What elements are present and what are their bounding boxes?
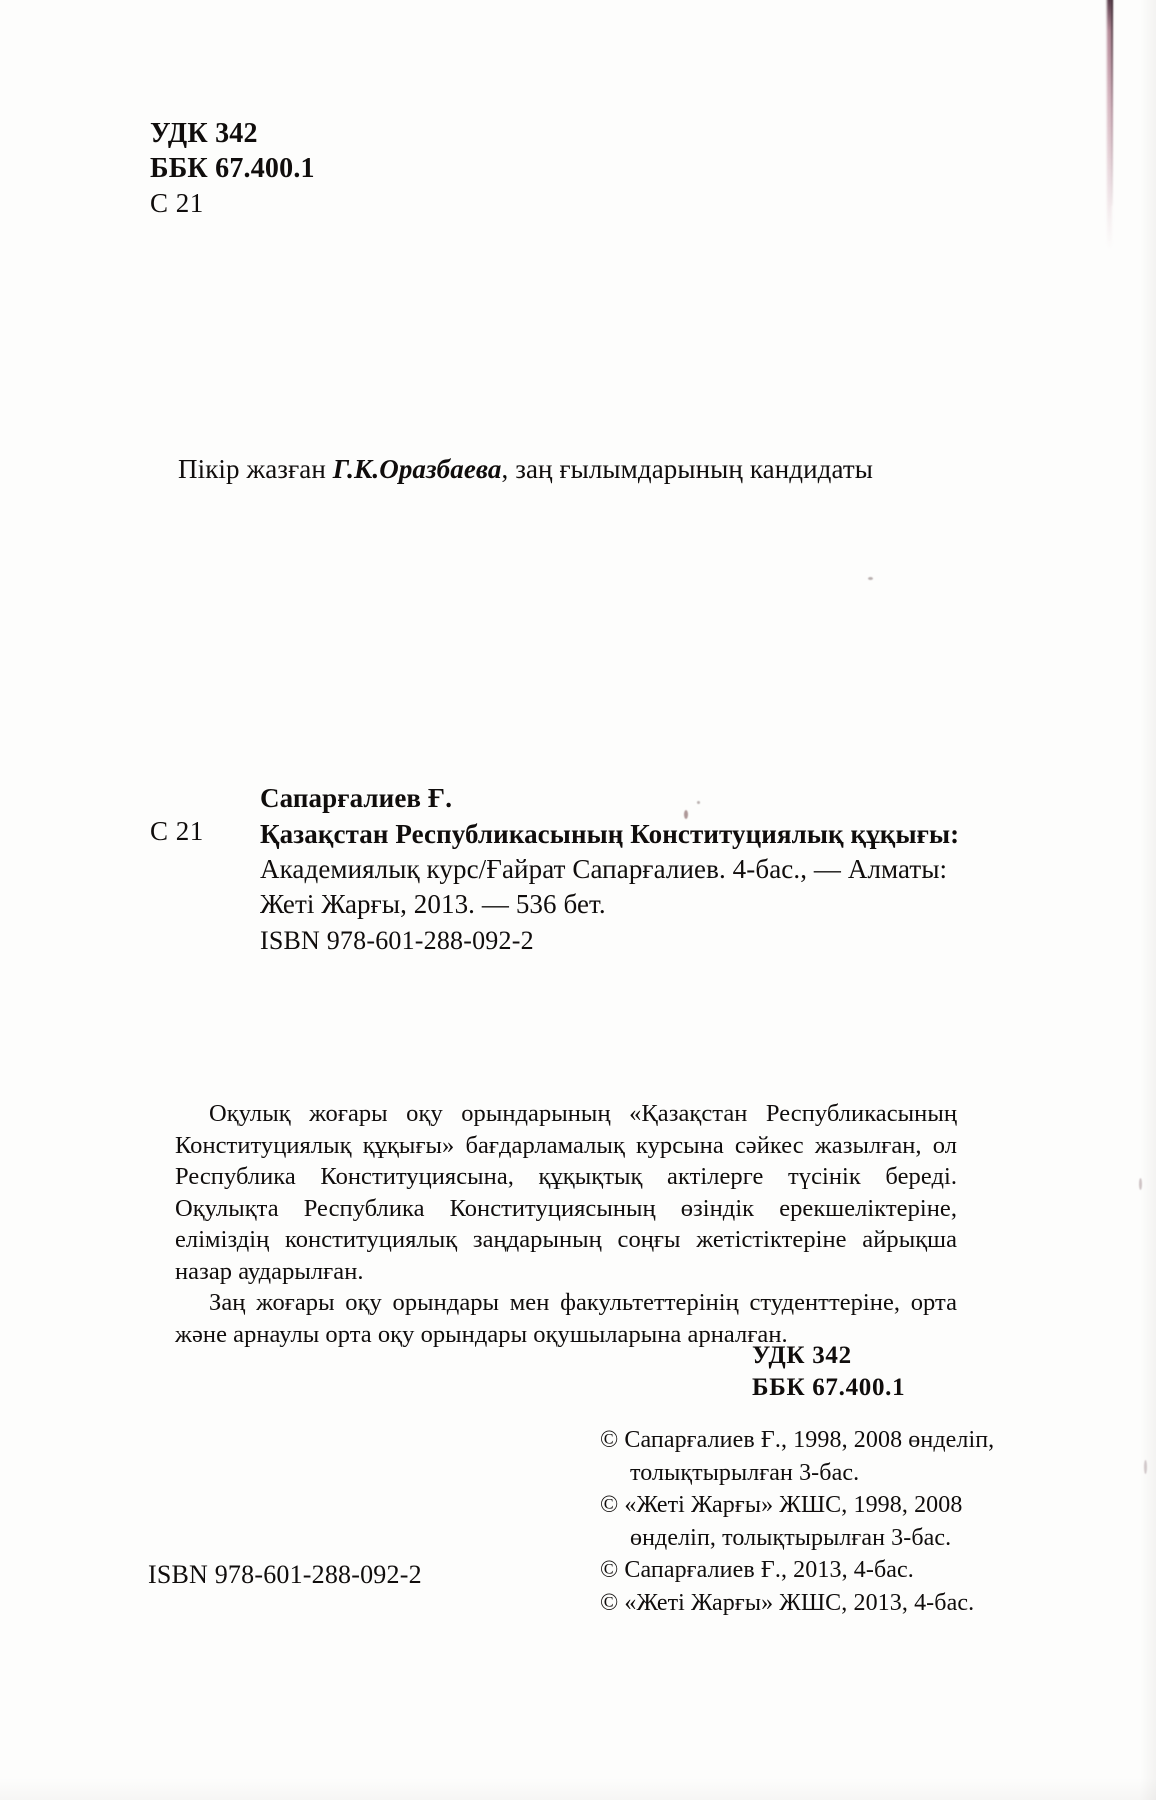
- reviewer-suffix: , заң ғылымдарының кандидаты: [501, 454, 874, 484]
- copyright-entry: [600, 1587, 994, 1620]
- bibliographic-sigla: С 21: [150, 816, 204, 846]
- copyright-icon: ©: [600, 1589, 619, 1616]
- page-bottom-shading: [0, 1778, 1156, 1800]
- copyright-entry: [600, 1489, 994, 1522]
- bbk-code-top: ББК 67.400.1: [150, 153, 315, 184]
- scan-speck: [868, 577, 873, 580]
- reviewer-prefix: Пікір жазған: [178, 454, 333, 484]
- page-edge-shading: [1140, 0, 1156, 1800]
- copyright-block: [600, 1424, 994, 1619]
- bibliographic-body: [260, 780, 1050, 958]
- isbn-record: ISBN 978-601-288-092-2: [260, 926, 534, 955]
- book-title: Қазақстан Республикасының Конституциялық құқығы:: [260, 819, 960, 849]
- scan-streak-artifact-inner: [1111, 0, 1113, 206]
- copyright-icon: ©: [600, 1427, 619, 1453]
- copyright-entry-text: Сапарғалиев Ғ., 1998, 2008 өнделіп,: [624, 1427, 995, 1453]
- copyright-entry-text: «Жеті Жарғы» ЖШС, 2013, 4-бас.: [624, 1589, 975, 1616]
- copyright-entry-continuation: өнделіп, толықтырылған 3-бас.: [630, 1524, 952, 1551]
- copyright-entry-text: «Жеті Жарғы» ЖШС, 1998, 2008: [624, 1492, 963, 1518]
- classification-codes-top: [150, 116, 315, 221]
- bibliographic-record: [150, 780, 1050, 958]
- copyright-entry: [600, 1424, 994, 1457]
- isbn-bottom: ISBN 978-601-288-092-2: [148, 1560, 422, 1589]
- annotation-paragraph-2: Заң жоғары оқу орындары мен факультеттерінің студенттеріне, орта және арнаулы орта оқу орындары оқушыларына арналған.: [175, 1289, 957, 1348]
- imprint-line-1: Академиялық курс/Ғайрат Сапарғалиев. 4-бас., — Алматы:: [260, 854, 948, 884]
- book-author: Сапарғалиев Ғ.: [260, 783, 453, 813]
- copyright-entry-continuation: толықтырылған 3-бас.: [630, 1459, 860, 1486]
- udk-code-top: УДК 342: [150, 118, 258, 149]
- classification-codes-bottom: [752, 1340, 905, 1404]
- copyright-icon: ©: [600, 1557, 619, 1583]
- copyright-entry: [600, 1554, 994, 1587]
- annotation-text: [175, 1098, 957, 1350]
- bbk-code-bottom: ББК 67.400.1: [752, 1374, 906, 1401]
- annotation-paragraph-1: Оқулық жоғары оқу орындарының «Қазақстан Республикасының Конституциялық құқығы» бағдарламалық курсына сәйкес жазылған, ол Республика Конституциясына, құқықтық актілерге түсінік береді. Оқулықта Республика Конституциясының өзіндік ерекшеліктеріне, еліміздің конституциялық заңдарының соңғы жетістіктеріне айрықша назар аударылған.: [175, 1100, 957, 1285]
- reviewer-name: Г.К.Оразбаева: [332, 454, 502, 484]
- reviewer-line: [178, 452, 873, 486]
- copyright-entry-text: Сапарғалиев Ғ., 2013, 4-бас.: [624, 1557, 914, 1583]
- imprint-line-2: Жеті Жарғы, 2013. — 536 бет.: [260, 889, 606, 919]
- author-sign-top: С 21: [150, 188, 204, 218]
- udk-code-bottom: УДК 342: [752, 1342, 852, 1369]
- copyright-icon: ©: [600, 1492, 619, 1518]
